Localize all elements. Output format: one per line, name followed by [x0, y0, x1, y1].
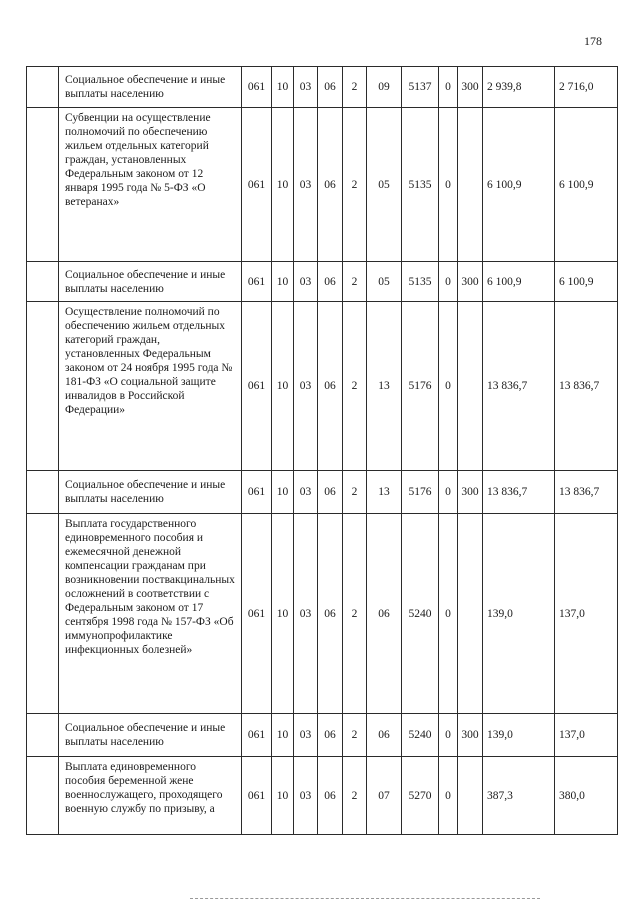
cell-section: 10	[272, 262, 294, 302]
cell-subcode: 0	[439, 714, 458, 757]
row-description: Осуществление полномочий по обеспечению жильем отдельных категорий граждан, установленных Федеральным законом от 24 ноября 1995 года № 181-ФЗ «О социальной защите инвалидов в Российской Федерации»	[59, 302, 242, 471]
cell-direction: 5176	[402, 471, 439, 514]
table-row	[27, 67, 618, 108]
cell-subsection: 03	[294, 302, 318, 471]
cell-activity: 13	[367, 471, 402, 514]
blank-cell	[27, 67, 59, 108]
cell-activity: 13	[367, 302, 402, 471]
cell-amount-1: 6 100,9	[483, 108, 555, 262]
blank-cell	[27, 714, 59, 757]
cell-subsection: 03	[294, 67, 318, 108]
cell-program: 06	[318, 262, 343, 302]
blank-cell	[27, 262, 59, 302]
table-row	[27, 302, 618, 471]
row-description: Социальное обеспечение и иные выплаты населению	[59, 714, 242, 757]
cell-direction: 5240	[402, 714, 439, 757]
cell-subsection: 03	[294, 471, 318, 514]
cell-subcode: 0	[439, 262, 458, 302]
table-row	[27, 757, 618, 835]
row-description: Социальное обеспечение и иные выплаты населению	[59, 67, 242, 108]
cell-subcode: 0	[439, 302, 458, 471]
cell-amount-1: 13 836,7	[483, 471, 555, 514]
cell-admin-code: 061	[242, 757, 272, 835]
cell-subprogram: 2	[343, 67, 367, 108]
table-row	[27, 471, 618, 514]
cell-amount-2: 137,0	[555, 514, 618, 714]
cell-activity: 05	[367, 262, 402, 302]
cell-activity: 06	[367, 714, 402, 757]
blank-cell	[27, 108, 59, 262]
cell-expense-type: 300	[458, 67, 483, 108]
table-row	[27, 108, 618, 262]
cell-amount-2: 2 716,0	[555, 67, 618, 108]
cell-activity: 06	[367, 514, 402, 714]
scan-edge-line	[190, 898, 540, 899]
cell-direction: 5135	[402, 108, 439, 262]
cell-section: 10	[272, 714, 294, 757]
cell-section: 10	[272, 757, 294, 835]
cell-section: 10	[272, 514, 294, 714]
cell-direction: 5270	[402, 757, 439, 835]
cell-expense-type	[458, 514, 483, 714]
cell-subprogram: 2	[343, 471, 367, 514]
cell-expense-type: 300	[458, 471, 483, 514]
blank-cell	[27, 302, 59, 471]
cell-activity: 05	[367, 108, 402, 262]
cell-subsection: 03	[294, 757, 318, 835]
cell-direction: 5240	[402, 514, 439, 714]
cell-program: 06	[318, 302, 343, 471]
cell-activity: 09	[367, 67, 402, 108]
cell-subprogram: 2	[343, 514, 367, 714]
cell-admin-code: 061	[242, 302, 272, 471]
budget-table	[26, 66, 618, 835]
cell-amount-2: 137,0	[555, 714, 618, 757]
cell-program: 06	[318, 714, 343, 757]
table-row	[27, 714, 618, 757]
cell-admin-code: 061	[242, 471, 272, 514]
cell-amount-1: 139,0	[483, 514, 555, 714]
cell-program: 06	[318, 108, 343, 262]
cell-amount-2: 13 836,7	[555, 471, 618, 514]
cell-section: 10	[272, 471, 294, 514]
row-description: Выплата государственного единовременного пособия и ежемесячной денежной компенсации гражданам при возникновении поствакцинальных осложнений в соответствии с Федеральным законом от 17 сентября 1998 года № 157-ФЗ «Об иммунопрофилактике инфекционных болезней»	[59, 514, 242, 714]
cell-expense-type: 300	[458, 262, 483, 302]
cell-amount-2: 6 100,9	[555, 108, 618, 262]
cell-subsection: 03	[294, 108, 318, 262]
cell-subsection: 03	[294, 262, 318, 302]
blank-cell	[27, 757, 59, 835]
cell-amount-2: 13 836,7	[555, 302, 618, 471]
cell-subcode: 0	[439, 757, 458, 835]
cell-expense-type	[458, 302, 483, 471]
cell-subprogram: 2	[343, 108, 367, 262]
cell-program: 06	[318, 757, 343, 835]
cell-direction: 5135	[402, 262, 439, 302]
cell-admin-code: 061	[242, 262, 272, 302]
blank-cell	[27, 471, 59, 514]
cell-section: 10	[272, 302, 294, 471]
cell-expense-type	[458, 757, 483, 835]
cell-amount-1: 13 836,7	[483, 302, 555, 471]
table-row	[27, 514, 618, 714]
cell-section: 10	[272, 67, 294, 108]
cell-section: 10	[272, 108, 294, 262]
cell-subprogram: 2	[343, 302, 367, 471]
table-row	[27, 262, 618, 302]
cell-program: 06	[318, 514, 343, 714]
cell-admin-code: 061	[242, 67, 272, 108]
cell-amount-2: 380,0	[555, 757, 618, 835]
cell-subcode: 0	[439, 514, 458, 714]
cell-amount-1: 6 100,9	[483, 262, 555, 302]
cell-subsection: 03	[294, 514, 318, 714]
cell-program: 06	[318, 67, 343, 108]
cell-amount-1: 2 939,8	[483, 67, 555, 108]
cell-direction: 5176	[402, 302, 439, 471]
cell-amount-1: 387,3	[483, 757, 555, 835]
cell-admin-code: 061	[242, 714, 272, 757]
cell-program: 06	[318, 471, 343, 514]
cell-amount-2: 6 100,9	[555, 262, 618, 302]
row-description: Выплата единовременного пособия беременной жене военнослужащего, проходящего военную службу по призыву, а	[59, 757, 242, 835]
cell-subprogram: 2	[343, 757, 367, 835]
cell-subcode: 0	[439, 67, 458, 108]
cell-admin-code: 061	[242, 108, 272, 262]
row-description: Социальное обеспечение и иные выплаты населению	[59, 471, 242, 514]
blank-cell	[27, 514, 59, 714]
row-description: Субвенции на осуществление полномочий по обеспечению жильем отдельных категорий граждан, установленных Федеральным законом от 12 января 1995 года № 5-ФЗ «О ветеранах»	[59, 108, 242, 262]
cell-amount-1: 139,0	[483, 714, 555, 757]
cell-admin-code: 061	[242, 514, 272, 714]
cell-subprogram: 2	[343, 714, 367, 757]
cell-subcode: 0	[439, 471, 458, 514]
page-number: 178	[584, 34, 602, 48]
cell-subsection: 03	[294, 714, 318, 757]
cell-direction: 5137	[402, 67, 439, 108]
row-description: Социальное обеспечение и иные выплаты населению	[59, 262, 242, 302]
cell-subprogram: 2	[343, 262, 367, 302]
cell-activity: 07	[367, 757, 402, 835]
cell-expense-type	[458, 108, 483, 262]
cell-subcode: 0	[439, 108, 458, 262]
cell-expense-type: 300	[458, 714, 483, 757]
